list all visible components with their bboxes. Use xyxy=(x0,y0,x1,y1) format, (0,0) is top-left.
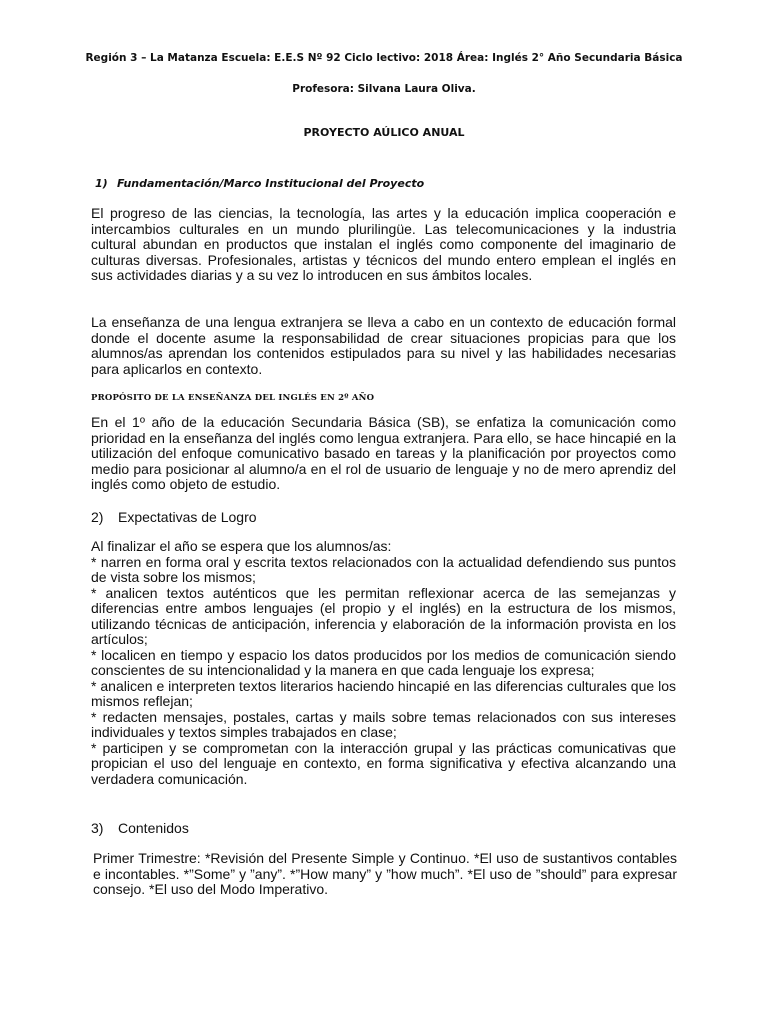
header-school-info: Región 3 – La Matanza Escuela: E.E.S Nº 92 Ciclo lectivo: 2018 Área: Inglés 2° Año Secundaria Básica xyxy=(85,52,683,64)
section-1-number: 1) xyxy=(95,177,108,190)
list-item: * participen y se comprometan con la interacción grupal y las prácticas comunicativas que propician el uso del lenguaje en contexto, en forma significativa y efectiva alcanzando una verdadera comunicación. xyxy=(91,739,676,787)
section-3-title: Contenidos xyxy=(118,820,189,836)
section-2-number: 2) xyxy=(91,509,104,525)
section-2-title: Expectativas de Logro xyxy=(118,509,257,525)
list-item: * redacten mensajes, postales, cartas y mails sobre temas relacionados con sus intereses individuales y textos simples trabajados en clase; xyxy=(91,708,676,740)
list-item: * analicen e interpreten textos literarios haciendo hincapié en las diferencias culturales que los mismos reflejan; xyxy=(91,677,676,709)
section-1-paragraph-1: El progreso de las ciencias, la tecnología, las artes y la educación implica cooperación e intercambios culturales en un mundo plurilingüe. Las telecomunicaciones y la industria cultural abundan en productos que instalan el inglés como componente del imaginario de culturas diversas. Profesionales, artistas y técnicos del mundo entero emplean el inglés en sus actividades diarias y a su vez lo introducen en sus ámbitos locales. xyxy=(91,205,676,283)
list-item: * narren en forma oral y escrita textos relacionados con la actualidad defendiendo sus puntos de vista sobre los mismos; xyxy=(91,553,676,585)
expectations-intro: Al finalizar el año se espera que los alumnos/as: xyxy=(91,538,392,554)
purpose-heading: PROPÓSITO DE LA ENSEÑANZA DEL INGLÉS EN 2º AÑO xyxy=(91,393,375,403)
section-1-heading xyxy=(95,177,424,190)
purpose-paragraph: En el 1º año de la educación Secundaria Básica (SB), se enfatiza la comunicación como prioridad en la enseñanza del inglés como lengua extranjera. Para ello, se hace hincapié en la utilización del enfoque comunicativo basado en tareas y la planificación por proyectos como medio para posicionar al alumno/a en el rol de usuario de lenguaje y no de mero aprendiz del inglés como objeto de estudio. xyxy=(91,414,676,492)
section-1-title: Fundamentación/Marco Institucional del Proyecto xyxy=(117,177,425,190)
expectations-list xyxy=(91,539,676,787)
section-2-heading xyxy=(91,509,257,525)
document-title: PROYECTO AÚLICO ANUAL xyxy=(303,126,465,139)
section-3-heading xyxy=(91,820,189,836)
list-item: * analicen textos auténticos que les permitan reflexionar acerca de las semejanzas y diferencias entre ambos lenguajes (el propio y el inglés) en la estructura de los mismos, utilizando técnicas de anticipación, inferencia y elaboración de la información provista en los artículos; xyxy=(91,584,676,647)
header-teacher: Profesora: Silvana Laura Oliva. xyxy=(292,83,476,95)
list-item: * localicen en tiempo y espacio los datos producidos por los medios de comunicación siendo conscientes de su intencionalidad y la manera en que cada lenguaje los expresa; xyxy=(91,646,676,678)
section-1-paragraph-2: La enseñanza de una lengua extranjera se lleva a cabo en un contexto de educación formal donde el docente asume la responsabilidad de crear situaciones propicias para que los alumnos/as aprendan los contenidos estipulados para su nivel y las habilidades necesarias para aplicarlos en contexto. xyxy=(91,314,676,377)
section-3-number: 3) xyxy=(91,820,104,836)
contents-paragraph: Primer Trimestre: *Revisión del Presente Simple y Continuo. *El uso de sustantivos contables e incontables. *”Some” y ”any”. *”How many” y ”how much”. *El uso de ”should” para expresar consejo. *El uso del Modo Imperativo. xyxy=(93,850,677,897)
